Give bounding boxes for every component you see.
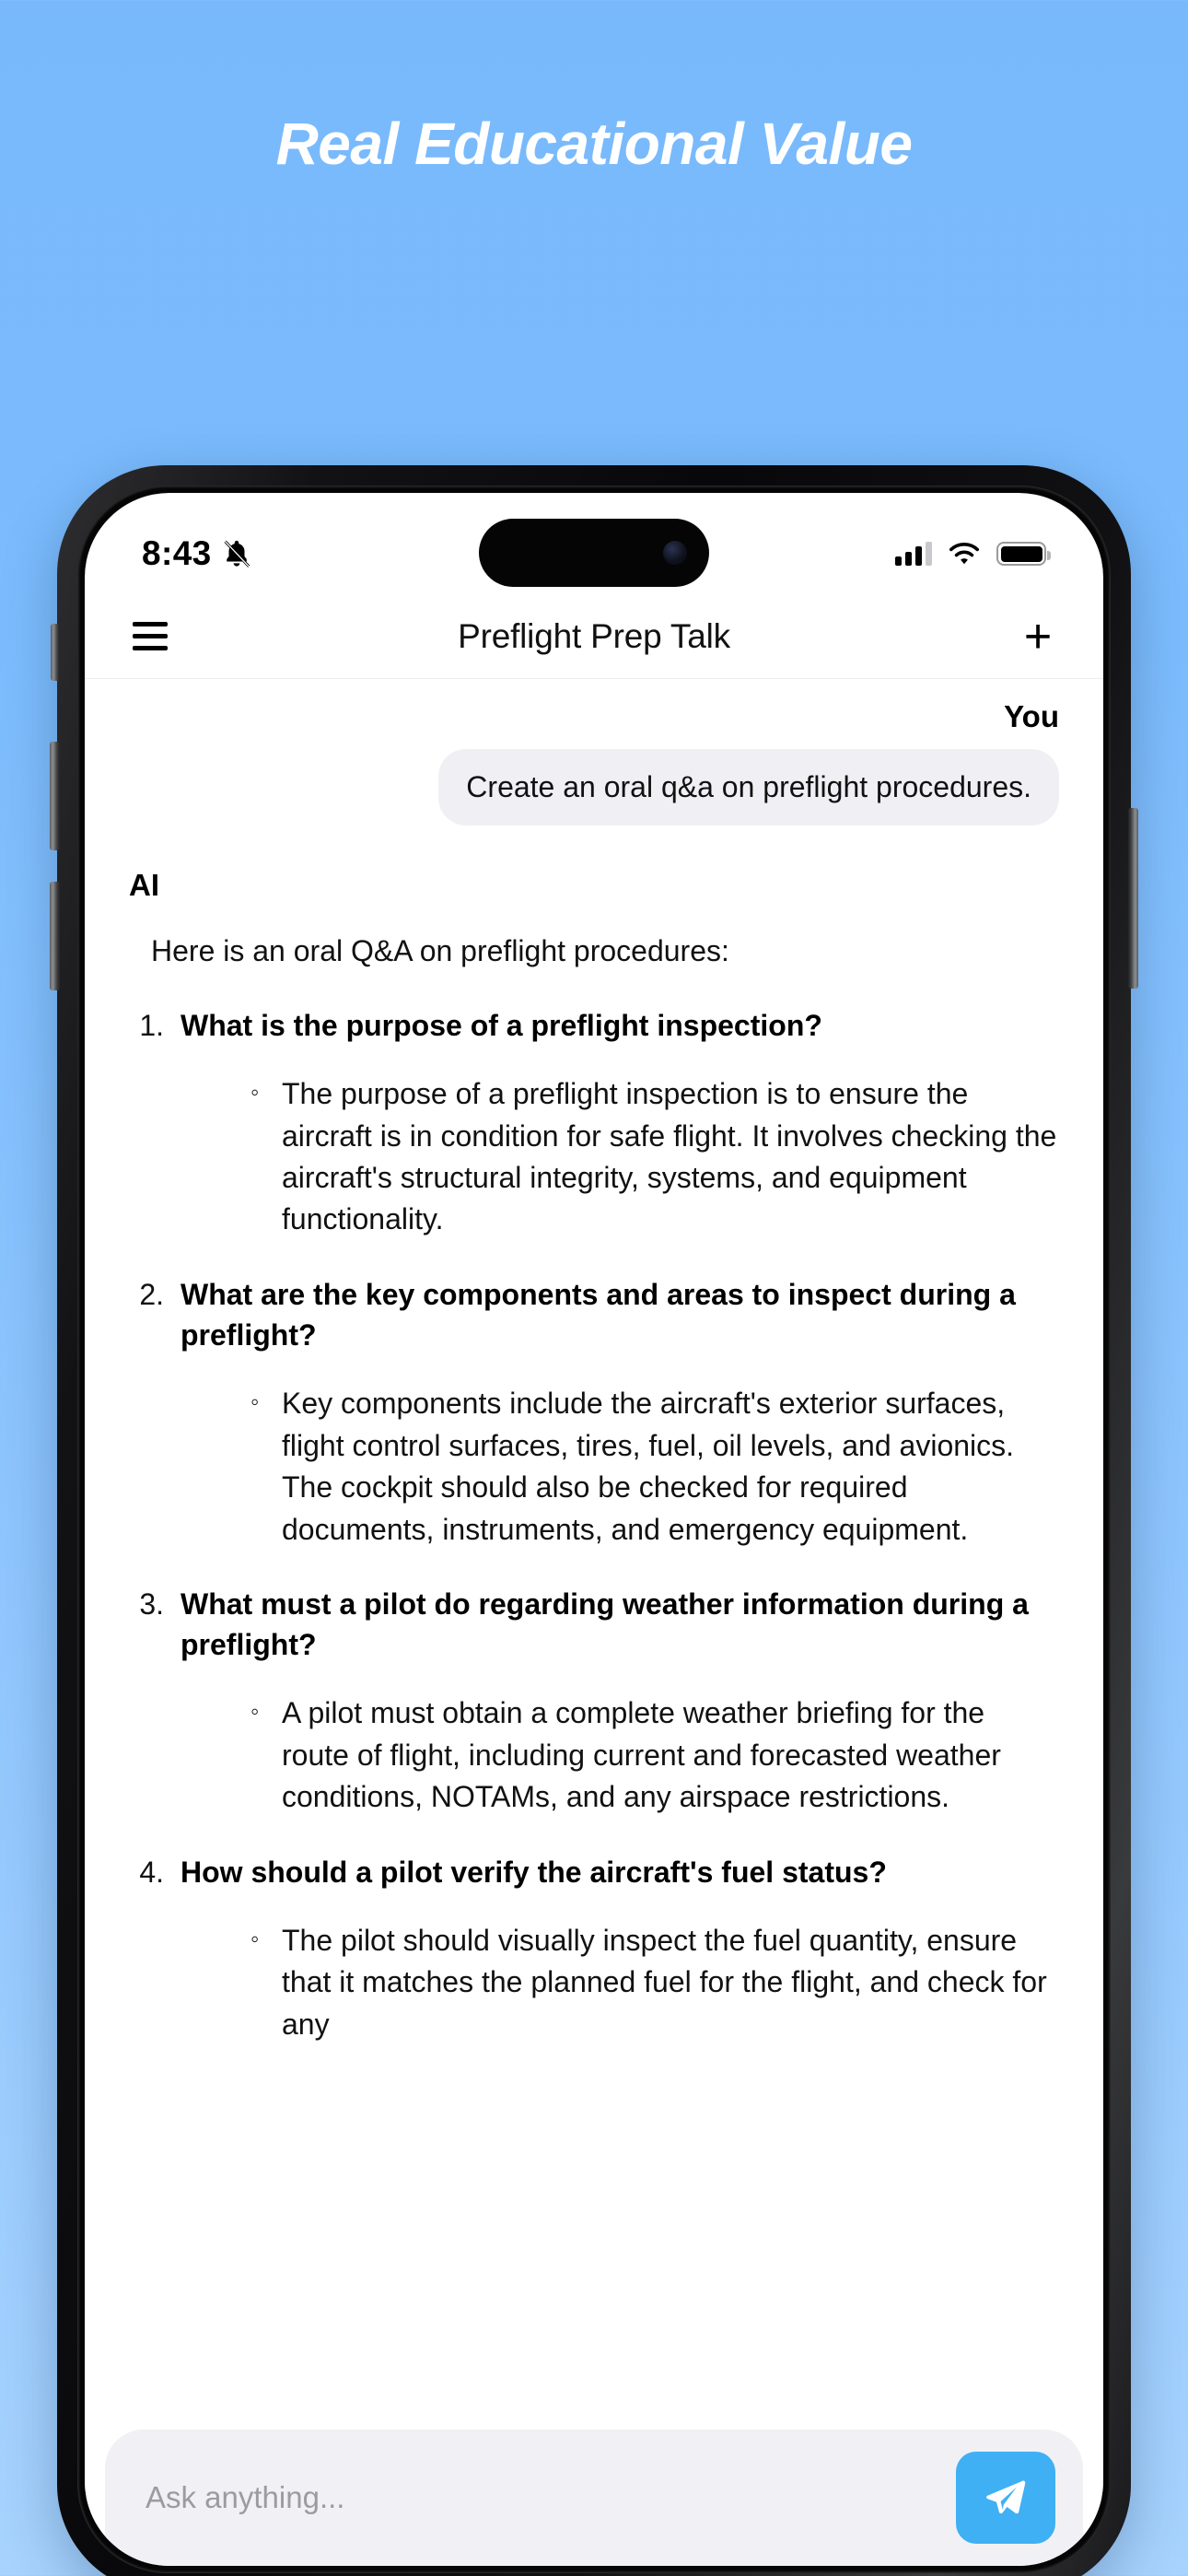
answer-item: [250, 1692, 1059, 1818]
signal-bars-icon: [895, 542, 932, 566]
message-composer: [105, 2430, 1083, 2566]
list-item: [129, 1852, 1059, 2045]
question-text: How should a pilot verify the aircraft's fuel status?: [181, 1855, 887, 1889]
answer-item: [250, 1920, 1059, 2045]
list-item-number: 1.: [139, 1008, 164, 1042]
qa-list: [129, 1005, 1059, 2045]
action-button[interactable]: [51, 624, 60, 681]
answer-text: A pilot must obtain a complete weather briefing for the route of flight, including current and forecasted weather conditions, NOTAMs, and any airspace restrictions.: [282, 1696, 1001, 1814]
hamburger-menu-icon[interactable]: [133, 622, 168, 650]
volume-down-button[interactable]: [50, 882, 60, 990]
power-button[interactable]: [1128, 808, 1138, 989]
hollow-bullet-icon: ◦: [250, 1924, 260, 1952]
chat-title: Preflight Prep Talk: [458, 616, 730, 655]
question-text: What is the purpose of a preflight inspection?: [181, 1008, 822, 1042]
send-paper-plane-icon: [983, 2475, 1029, 2521]
phone-frame: [57, 465, 1131, 2576]
user-message-bubble: Create an oral q&a on preflight procedures.: [438, 749, 1059, 825]
plus-icon[interactable]: +: [1023, 609, 1053, 663]
status-bar: [85, 493, 1103, 594]
status-indicators: [895, 542, 1046, 567]
user-message-row: [129, 749, 1059, 825]
battery-icon: [996, 542, 1046, 566]
answer-item: [250, 1383, 1059, 1551]
volume-up-button[interactable]: [50, 742, 60, 850]
answer-item: [250, 1073, 1059, 1241]
list-item: [129, 1584, 1059, 1819]
phone-bezel: [77, 486, 1111, 2573]
answer-list: [181, 1073, 1059, 1241]
question-text: What must a pilot do regarding weather information during a preflight?: [181, 1587, 1029, 1662]
answer-list: [181, 1692, 1059, 1818]
list-item-number: 4.: [139, 1855, 164, 1889]
hollow-bullet-icon: ◦: [250, 1078, 260, 1107]
list-item: [129, 1274, 1059, 1551]
list-item: [129, 1005, 1059, 1241]
bell-slash-icon: [221, 537, 252, 570]
message-input[interactable]: [146, 2480, 956, 2515]
phone-screen: [85, 493, 1103, 2566]
page-title: Real Educational Value: [275, 111, 913, 177]
answer-text: Key components include the aircraft's exterior surfaces, flight control surfaces, tires, fuel, oil levels, and avionics. The cockpit should also be checked for required documents, instruments, and emergency equipment.: [282, 1387, 1015, 1546]
answer-list: [181, 1920, 1059, 2045]
hollow-bullet-icon: ◦: [250, 1388, 260, 1416]
answer-text: The purpose of a preflight inspection is to ensure the aircraft is in condition for safe flight. It involves checking the aircraft's structural integrity, systems, and equipment functionality.: [282, 1077, 1057, 1236]
send-button[interactable]: [956, 2452, 1055, 2544]
answer-text: The pilot should visually inspect the fuel quantity, ensure that it matches the planned fuel for the flight, and check for any: [282, 1923, 1047, 2041]
status-time: 8:43: [142, 534, 212, 572]
list-item-number: 2.: [139, 1277, 164, 1311]
hollow-bullet-icon: ◦: [250, 1697, 260, 1726]
app-header: [85, 594, 1103, 679]
question-text: What are the key components and areas to inspect during a preflight?: [181, 1277, 1016, 1352]
chat-scroll-area[interactable]: [85, 679, 1103, 2566]
answer-list: [181, 1383, 1059, 1551]
ai-role-label: AI: [129, 868, 159, 903]
user-role-label: You: [1004, 699, 1059, 733]
list-item-number: 3.: [139, 1587, 164, 1621]
ai-intro-text: Here is an oral Q&A on preflight procedures:: [151, 934, 729, 968]
wifi-icon: [948, 542, 981, 567]
